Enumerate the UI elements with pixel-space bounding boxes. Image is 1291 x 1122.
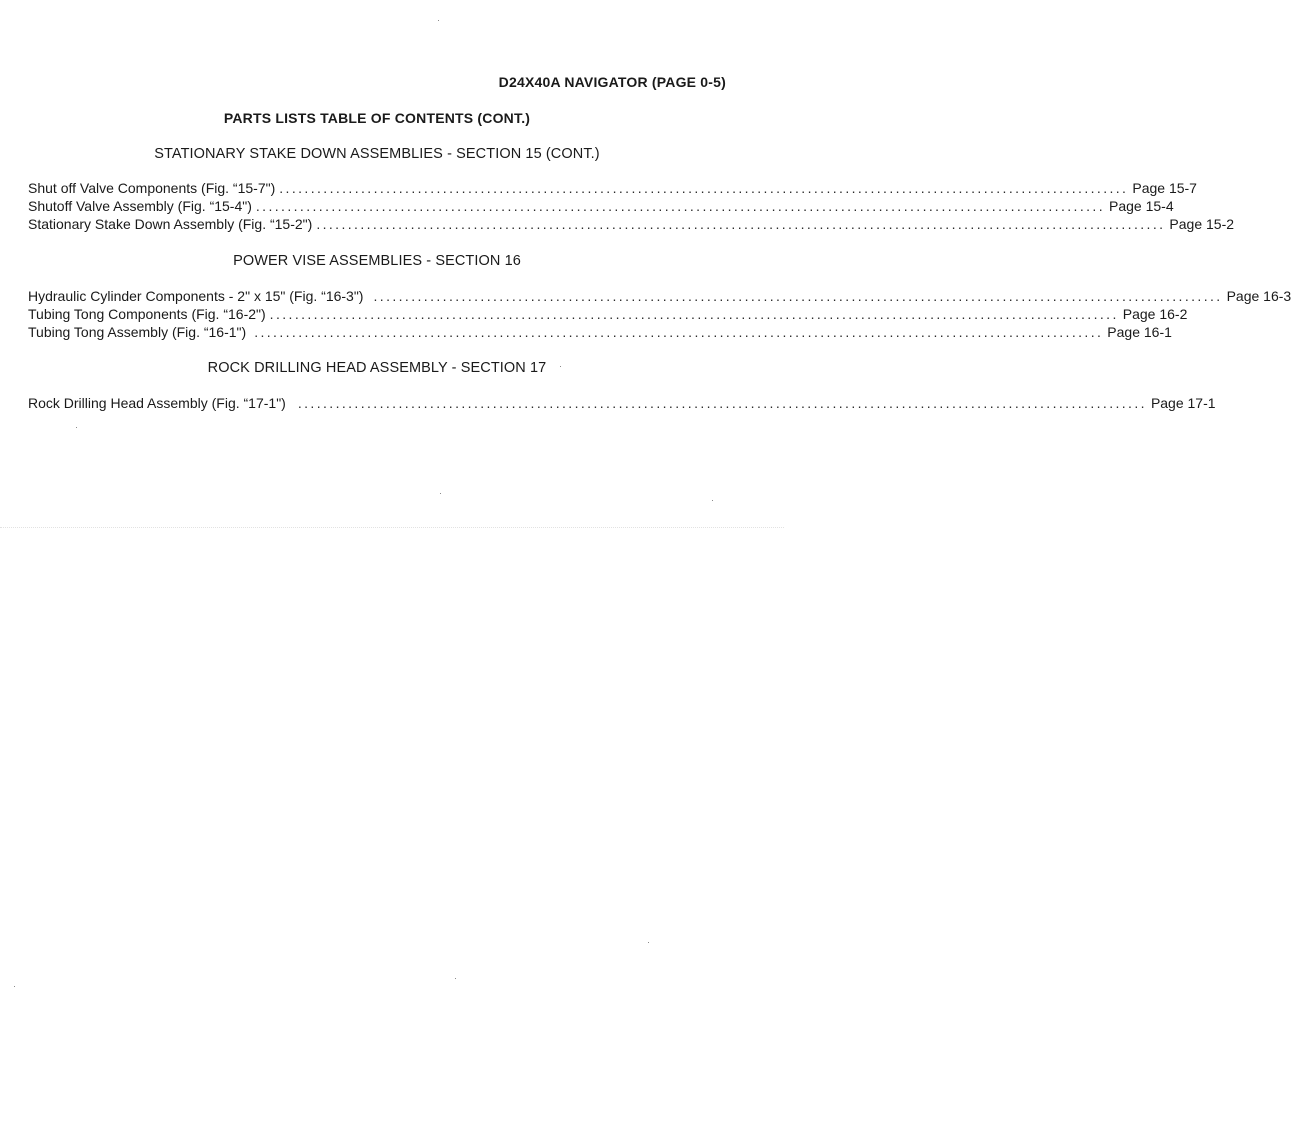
leader-dots: .......................................................................................................................................	[373, 288, 1223, 304]
toc-entry-page: Page 17-1	[1150, 395, 1216, 411]
section-heading-15: STATIONARY STAKE DOWN ASSEMBLIES - SECTION 15 (CONT.)	[154, 146, 600, 162]
leader-dots: .......................................................................................................................................	[279, 180, 1129, 196]
toc-list-section-17	[28, 395, 1216, 413]
toc-entry[interactable]	[28, 216, 1235, 234]
page-header: D24X40A NAVIGATOR (PAGE 0-5)	[498, 74, 726, 90]
section-heading-16: POWER VISE ASSEMBLIES - SECTION 16	[233, 253, 521, 269]
toc-entry-title: Tubing Tong Components (Fig. “16-2")	[28, 306, 266, 322]
toc-entry-title: Rock Drilling Head Assembly (Fig. “17-1")	[28, 395, 286, 411]
scan-artifact-line	[0, 527, 784, 529]
toc-entry-page: Page 16-1	[1107, 324, 1172, 340]
document-title: PARTS LISTS TABLE OF CONTENTS (CONT.)	[223, 110, 531, 126]
toc-entry[interactable]	[28, 180, 1197, 198]
scan-speck	[712, 500, 713, 501]
leader-dots: .......................................................................................................................................	[255, 198, 1105, 214]
scan-speck	[560, 366, 561, 367]
toc-entry[interactable]	[28, 288, 1291, 306]
toc-entry[interactable]	[28, 395, 1216, 413]
scan-speck	[438, 20, 439, 21]
toc-entry-page: Page 15-4	[1109, 198, 1174, 214]
toc-entry-page: Page 15-7	[1132, 180, 1197, 196]
toc-entry-page: Page 16-3	[1226, 288, 1291, 304]
scan-speck	[76, 427, 77, 428]
toc-entry-page: Page 15-2	[1169, 216, 1235, 232]
scan-speck	[455, 978, 456, 979]
toc-entry[interactable]	[28, 198, 1174, 216]
toc-list-section-16	[28, 288, 1291, 342]
toc-entry-title: Hydraulic Cylinder Components - 2" x 15" (Fig. “16-3")	[28, 288, 364, 304]
toc-entry[interactable]	[28, 306, 1188, 324]
toc-entry-page: Page 16-2	[1122, 306, 1188, 322]
leader-dots: .......................................................................................................................................	[254, 324, 1104, 340]
section-heading-17: ROCK DRILLING HEAD ASSEMBLY - SECTION 17	[207, 360, 547, 376]
toc-entry-title: Shutoff Valve Assembly (Fig. “15-4")	[28, 198, 252, 214]
toc-entry-title: Stationary Stake Down Assembly (Fig. “15-2")	[28, 216, 313, 232]
toc-entry[interactable]	[28, 324, 1172, 342]
leader-dots: .......................................................................................................................................	[269, 306, 1119, 322]
scan-speck	[14, 986, 15, 987]
leader-dots: .......................................................................................................................................	[316, 216, 1166, 232]
toc-entry-title: Shut off Valve Components (Fig. “15-7")	[28, 180, 276, 196]
scan-speck	[648, 942, 649, 943]
toc-list-section-15	[28, 180, 1235, 234]
scan-speck	[440, 493, 441, 494]
toc-entry-title: Tubing Tong Assembly (Fig. “16-1")	[28, 324, 247, 340]
leader-dots: .......................................................................................................................................	[297, 395, 1147, 411]
